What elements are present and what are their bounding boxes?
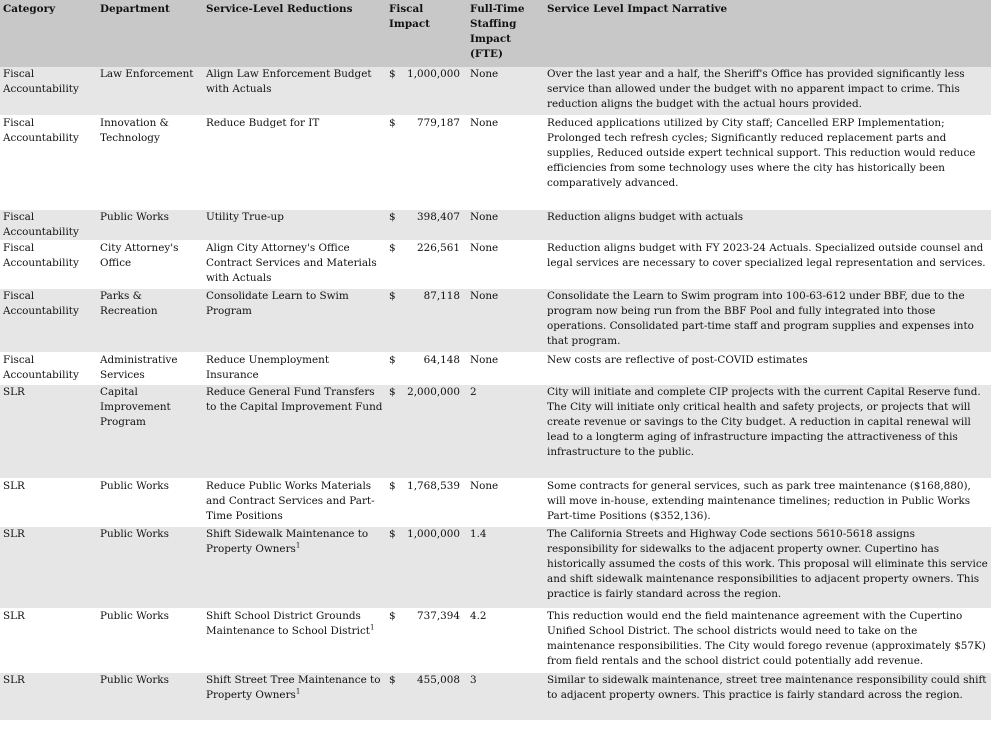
department-cell: Capital Improvement Program	[97, 384, 203, 478]
table-row	[0, 352, 991, 384]
reduction-cell	[203, 384, 386, 478]
fiscal-impact-cell	[386, 240, 467, 288]
fiscal-impact-cell	[386, 288, 467, 352]
currency-symbol: $	[389, 353, 396, 366]
fte-cell: None	[467, 67, 544, 115]
reduction-label: Shift Sidewalk Maintenance to Property Owners	[206, 527, 369, 555]
fte-cell: 3	[467, 672, 544, 720]
department-cell: City Attorney's Office	[97, 240, 203, 288]
narrative-cell: This reduction would end the field maintenance agreement with the Cupertino Unified School District. The school districts would need to take on the maintenance responsibilities. The City would forego revenue (approximately $57K) from field rentals and the school district could potentially add revenue.	[544, 608, 991, 672]
table-row	[0, 672, 991, 720]
category-cell: Fiscal Accountability	[0, 115, 97, 209]
department-cell: Public Works	[97, 608, 203, 672]
currency-symbol: $	[389, 479, 396, 492]
header-narrative: Service Level Impact Narrative	[544, 0, 991, 67]
table-row	[0, 209, 991, 240]
currency-symbol: $	[389, 289, 396, 302]
category-cell: Fiscal Accountability	[0, 288, 97, 352]
department-cell: Law Enforcement	[97, 67, 203, 115]
fte-cell: 4.2	[467, 608, 544, 672]
table-row	[0, 384, 991, 478]
table-row	[0, 288, 991, 352]
header-reductions: Service-Level Reductions	[203, 0, 386, 67]
table-row	[0, 608, 991, 672]
reduction-cell	[203, 672, 386, 720]
currency-symbol: $	[389, 673, 396, 686]
reduction-label: Reduce Unemployment Insurance	[206, 353, 330, 381]
currency-symbol: $	[389, 241, 396, 254]
fiscal-amount: 1,000,000	[407, 68, 460, 80]
reduction-label: Shift School District Grounds Maintenance to School District	[206, 609, 370, 637]
fiscal-amount: 1,000,000	[407, 527, 460, 540]
fiscal-impact-cell	[386, 526, 467, 608]
fiscal-amount: 226,561	[417, 241, 460, 254]
reduction-cell	[203, 67, 386, 115]
header-row	[0, 0, 991, 67]
fte-cell: None	[467, 209, 544, 240]
reduction-cell	[203, 608, 386, 672]
fiscal-impact-cell	[386, 672, 467, 720]
reduction-cell	[203, 240, 386, 288]
currency-symbol: $	[389, 609, 396, 622]
narrative-cell: City will initiate and complete CIP projects with the current Capital Reserve fund. The City will initiate only critical health and safety projects, or projects that will create revenue or savings to the City budget. A reduction in capital renewal will lead to a longterm aging of infrastructure impacting the attractiveness of this infrastructure to the public.	[544, 384, 991, 478]
category-cell: Fiscal Accountability	[0, 352, 97, 384]
reduction-label: Reduce Budget for IT	[206, 116, 320, 129]
fiscal-impact-cell	[386, 209, 467, 240]
table-row	[0, 526, 991, 608]
reduction-cell	[203, 288, 386, 352]
narrative-cell: Reduced applications utilized by City staff; Cancelled ERP Implementation; Prolonged tech refresh cycles; Significantly reduced replacement parts and supplies, Reduced outside expert technical support. This reduction would reduce efficiencies from some technology uses where the city has historically been comparatively advanced.	[544, 115, 991, 209]
category-cell: SLR	[0, 672, 97, 720]
fiscal-impact-cell	[386, 115, 467, 209]
fiscal-amount: 779,187	[417, 116, 460, 129]
reduction-cell	[203, 526, 386, 608]
fte-cell: None	[467, 288, 544, 352]
department-cell: Public Works	[97, 209, 203, 240]
fte-cell: None	[467, 115, 544, 209]
fiscal-amount: 737,394	[417, 609, 460, 622]
fiscal-impact-cell	[386, 352, 467, 384]
fte-cell: None	[467, 478, 544, 526]
table-row	[0, 115, 991, 209]
category-cell: SLR	[0, 526, 97, 608]
fiscal-amount: 455,008	[417, 673, 460, 686]
reduction-cell	[203, 115, 386, 209]
reduction-label: Utility True-up	[206, 210, 284, 223]
department-cell: Public Works	[97, 526, 203, 608]
narrative-cell: Over the last year and a half, the Sheriff's Office has provided significantly less service than allowed under the budget with no apparent impact to crime. This reduction aligns the budget with the actual hours provided.	[544, 67, 991, 115]
narrative-cell: Reduction aligns budget with FY 2023-24 Actuals. Specialized outside counsel and legal services are necessary to cover specialized legal representation and services.	[544, 240, 991, 288]
table-row	[0, 67, 991, 115]
currency-symbol: $	[389, 527, 396, 540]
reduction-label: Align City Attorney's Office Contract Services and Materials with Actuals	[206, 241, 377, 284]
fiscal-amount: 64,148	[423, 353, 460, 366]
department-cell: Public Works	[97, 672, 203, 720]
fte-cell: None	[467, 352, 544, 384]
currency-symbol: $	[389, 385, 396, 398]
header-category: Category	[0, 0, 97, 67]
reduction-cell	[203, 478, 386, 526]
fiscal-impact-cell	[386, 608, 467, 672]
category-cell: SLR	[0, 384, 97, 478]
footnote-marker: 1	[295, 687, 301, 696]
table-row	[0, 478, 991, 526]
reduction-label: Shift Street Tree Maintenance to Property Owners	[206, 673, 381, 701]
header-fte: Full-Time Staffing Impact (FTE)	[467, 0, 544, 67]
category-cell: Fiscal Accountability	[0, 209, 97, 240]
fiscal-amount: 87,118	[423, 289, 460, 302]
reduction-label: Reduce General Fund Transfers to the Capital Improvement Fund	[206, 385, 383, 413]
department-cell: Parks & Recreation	[97, 288, 203, 352]
category-cell: Fiscal Accountability	[0, 67, 97, 115]
fiscal-impact-cell	[386, 67, 467, 115]
fiscal-impact-cell	[386, 384, 467, 478]
narrative-cell: New costs are reflective of post-COVID estimates	[544, 352, 991, 384]
fiscal-amount: 1,768,539	[407, 479, 460, 492]
table-row	[0, 240, 991, 288]
footnote-marker: 1	[369, 623, 375, 632]
narrative-cell: Reduction aligns budget with actuals	[544, 209, 991, 240]
fte-cell: None	[467, 240, 544, 288]
currency-symbol: $	[389, 116, 396, 129]
reduction-label: Align Law Enforcement Budget with Actuals	[206, 68, 372, 95]
department-cell: Administrative Services	[97, 352, 203, 384]
narrative-cell: Similar to sidewalk maintenance, street tree maintenance responsibility could shift to adjacent property owners. This practice is fairly standard across the region.	[544, 672, 991, 720]
header-fiscal-impact: Fiscal Impact	[386, 0, 467, 67]
fiscal-amount: 398,407	[417, 210, 460, 223]
reduction-cell	[203, 209, 386, 240]
department-cell: Innovation & Technology	[97, 115, 203, 209]
fte-cell: 2	[467, 384, 544, 478]
category-cell: SLR	[0, 478, 97, 526]
table-body	[0, 67, 991, 720]
category-cell: Fiscal Accountability	[0, 240, 97, 288]
narrative-cell: Some contracts for general services, such as park tree maintenance ($168,880), will move in-house, extending maintenance timelines; reduction in Public Works Part-time Positions ($352,136).	[544, 478, 991, 526]
footnote-marker: 1	[295, 541, 301, 550]
category-cell: SLR	[0, 608, 97, 672]
fte-cell: 1.4	[467, 526, 544, 608]
header-department: Department	[97, 0, 203, 67]
department-cell: Public Works	[97, 478, 203, 526]
currency-symbol: $	[389, 68, 396, 80]
narrative-cell: Consolidate the Learn to Swim program into 100-63-612 under BBF, due to the program now being run from the BBF Pool and fully integrated into those operations. Consolidated part-time staff and program supplies and expenses into that program.	[544, 288, 991, 352]
reduction-cell	[203, 352, 386, 384]
reduction-label: Consolidate Learn to Swim Program	[206, 289, 349, 317]
fiscal-amount: 2,000,000	[407, 385, 460, 398]
fiscal-impact-cell	[386, 478, 467, 526]
narrative-cell: The California Streets and Highway Code sections 5610-5618 assigns responsibility for sidewalks to the adjacent property owner. Cupertino has historically assumed the costs of this work. This proposal will eliminate this service and shift sidewalk maintenance responsibilities to adjacent property owners. This practice is fairly standard across the region.	[544, 526, 991, 608]
currency-symbol: $	[389, 210, 396, 223]
reduction-label: Reduce Public Works Materials and Contract Services and Part-Time Positions	[206, 479, 375, 522]
